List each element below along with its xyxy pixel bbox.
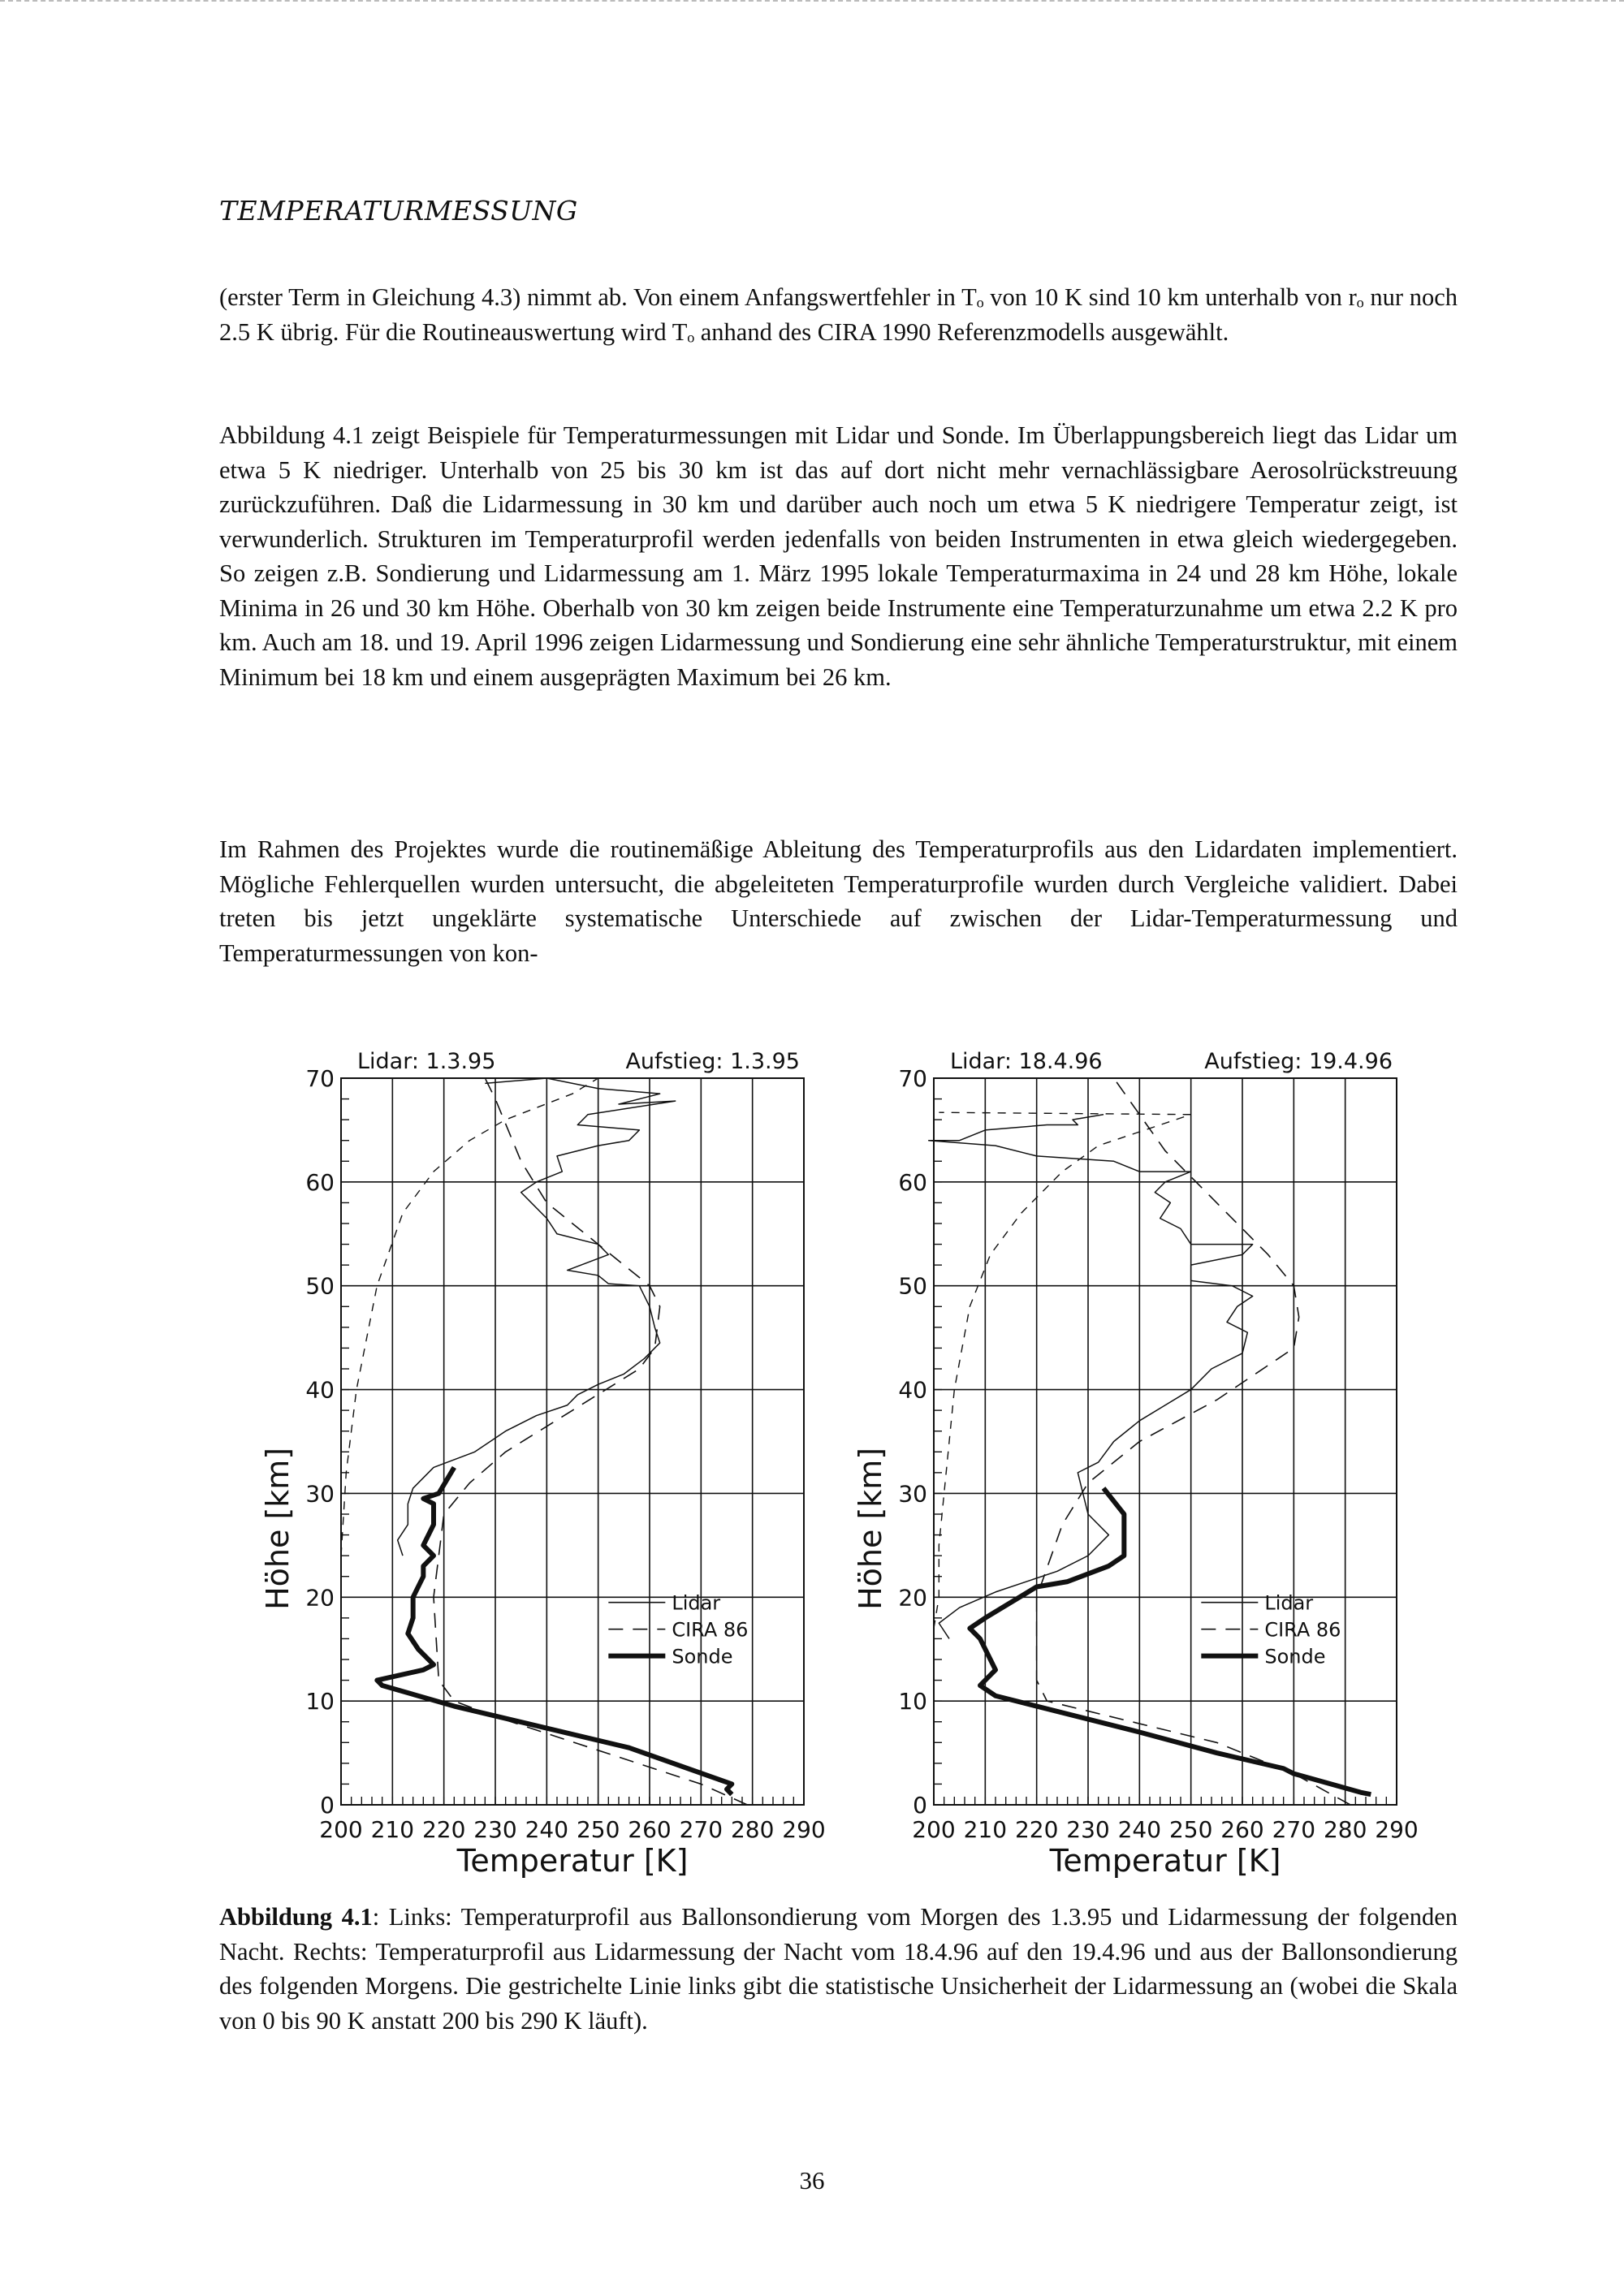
y-tick-label: 30 [305, 1480, 335, 1508]
y-axis-label: Höhe [km] [853, 1447, 888, 1610]
x-tick-label: 220 [1014, 1816, 1059, 1843]
series-unsicherheit [934, 1112, 1191, 1628]
chart-right [836, 1029, 1453, 1890]
legend-label: Sonde [672, 1645, 733, 1668]
y-tick-label: 10 [898, 1688, 927, 1716]
y-tick-label: 10 [305, 1688, 335, 1716]
x-axis-label: Temperatur [K] [1049, 1843, 1281, 1879]
page-number: 36 [799, 2166, 825, 2195]
series-cira-86 [1037, 1078, 1350, 1805]
x-axis-label: Temperatur [K] [456, 1843, 689, 1879]
x-tick-label: 290 [782, 1816, 826, 1843]
y-tick-label: 20 [898, 1584, 927, 1612]
paragraph-1: (erster Term in Gleichung 4.3) nimmt ab. Von einem Anfangswertfehler in Tₒ von 10 K sind 10 km unterhalb von rₒ nur noch 2.5 K übrig. Für die Routineauswertung wird Tₒ anhand des CIRA 1990 Referenzmodells ausgewählt. [219, 283, 1458, 346]
legend-label: CIRA 86 [1264, 1618, 1341, 1642]
x-tick-label: 230 [1066, 1816, 1110, 1843]
running-title: TEMPERATURMESSUNG [219, 195, 578, 227]
caption-text: : Links: Temperaturprofil aus Ballonsondierung vom Morgen des 1.3.95 und Lidarmessung der folgenden Nacht. Rechts: Temperaturprofil aus Lidarmessung der Nacht vom 18.4.96 auf den 19.4.96 und aus der Ballonsondierung des folgenden Morgens. Die gestrichelte Linie links gibt die statistische Unsicherheit der Lidarmessung an (wobei die Skala von 0 bis 90 K anstatt 200 bis 290 K läuft). [219, 1903, 1458, 2035]
x-tick-label: 210 [370, 1816, 415, 1843]
scan-edge [0, 0, 1624, 6]
chart-title-aufstieg: Aufstieg: 1.3.95 [625, 1049, 800, 1074]
y-tick-label: 0 [913, 1792, 927, 1819]
series-lidar [398, 1078, 676, 1556]
legend-label: Lidar [672, 1591, 721, 1615]
y-tick-label: 70 [898, 1065, 927, 1092]
y-tick-label: 0 [320, 1792, 335, 1819]
chart-title-lidar: Lidar: 1.3.95 [357, 1049, 496, 1074]
legend-label: Lidar [1264, 1591, 1314, 1615]
x-tick-label: 260 [1220, 1816, 1264, 1843]
x-tick-label: 280 [730, 1816, 775, 1843]
y-axis-label: Höhe [km] [260, 1447, 296, 1610]
x-tick-label: 240 [1117, 1816, 1162, 1843]
paragraph-3: Im Rahmen des Projektes wurde die routinemäßige Ableitung des Temperaturprofils aus den Lidardaten implementiert. Mögliche Fehlerquellen wurden untersucht, die abgeleiteten Temperaturprofile wurden durch Vergleiche validiert. Dabei treten bis jetzt ungeklärte systematische Unterschiede auf zwischen der Lidar-Temperaturmessung und Temperaturmessungen von kon- [219, 835, 1458, 967]
series-cira-86 [434, 1078, 747, 1805]
x-tick-label: 290 [1375, 1816, 1419, 1843]
x-tick-label: 230 [473, 1816, 517, 1843]
series-lidar [929, 1115, 1253, 1639]
x-tick-label: 280 [1323, 1816, 1367, 1843]
x-tick-label: 260 [628, 1816, 672, 1843]
y-tick-label: 20 [305, 1584, 335, 1612]
y-tick-label: 60 [305, 1168, 335, 1196]
y-tick-label: 70 [305, 1065, 335, 1092]
x-tick-label: 220 [421, 1816, 466, 1843]
y-tick-label: 40 [305, 1376, 335, 1404]
chart-title-aufstieg: Aufstieg: 19.4.96 [1204, 1049, 1393, 1074]
x-tick-label: 250 [576, 1816, 620, 1843]
x-tick-label: 210 [963, 1816, 1008, 1843]
paragraph-2: Abbildung 4.1 zeigt Beispiele für Temperaturmessungen mit Lidar und Sonde. Im Überlappungsbereich liegt das Lidar um etwa 5 K niedriger. Unterhalb von 25 bis 30 km ist das auf dort nicht mehr vernachlässigbare Aerosolrückstreuung zurückzuführen. Daß die Lidarmessung in 30 km und darüber auch noch um etwa 5 K niedrigere Temperatur zeigt, ist verwunderlich. Strukturen im Temperaturprofil werden jedenfalls von beiden Instrumenten in etwa gleich wiedergegeben. So zeigen z.B. Sondierung und Lidarmessung am 1. März 1995 lokale Temperaturmaxima in 24 und 28 km Höhe, lokale Minima in 26 und 30 km Höhe. Oberhalb von 30 km zeigen beide Instrumente eine Temperaturzunahme um etwa 2.2 K pro km. Auch am 18. und 19. April 1996 zeigen Lidarmessung und Sondierung eine sehr ähnliche Temperaturstruktur, mit einem Minimum bei 18 km und einem ausgeprägten Maximum bei 26 km. [219, 421, 1458, 691]
y-tick-label: 50 [305, 1272, 335, 1300]
x-tick-label: 200 [319, 1816, 363, 1843]
y-tick-label: 50 [898, 1272, 927, 1300]
x-tick-label: 270 [679, 1816, 723, 1843]
figure-caption [219, 1900, 1458, 2038]
x-tick-label: 270 [1272, 1816, 1316, 1843]
x-tick-label: 200 [912, 1816, 956, 1843]
caption-label: Abbildung 4.1 [219, 1903, 373, 1931]
series-unsicherheit [341, 1078, 598, 1556]
chart-left [244, 1029, 861, 1890]
x-tick-label: 240 [525, 1816, 569, 1843]
chart-title-lidar: Lidar: 18.4.96 [950, 1049, 1103, 1074]
x-tick-label: 250 [1168, 1816, 1213, 1843]
legend-label: Sonde [1264, 1645, 1326, 1668]
y-tick-label: 30 [898, 1480, 927, 1508]
y-tick-label: 60 [898, 1168, 927, 1196]
y-tick-label: 40 [898, 1376, 927, 1404]
legend-label: CIRA 86 [672, 1618, 749, 1642]
